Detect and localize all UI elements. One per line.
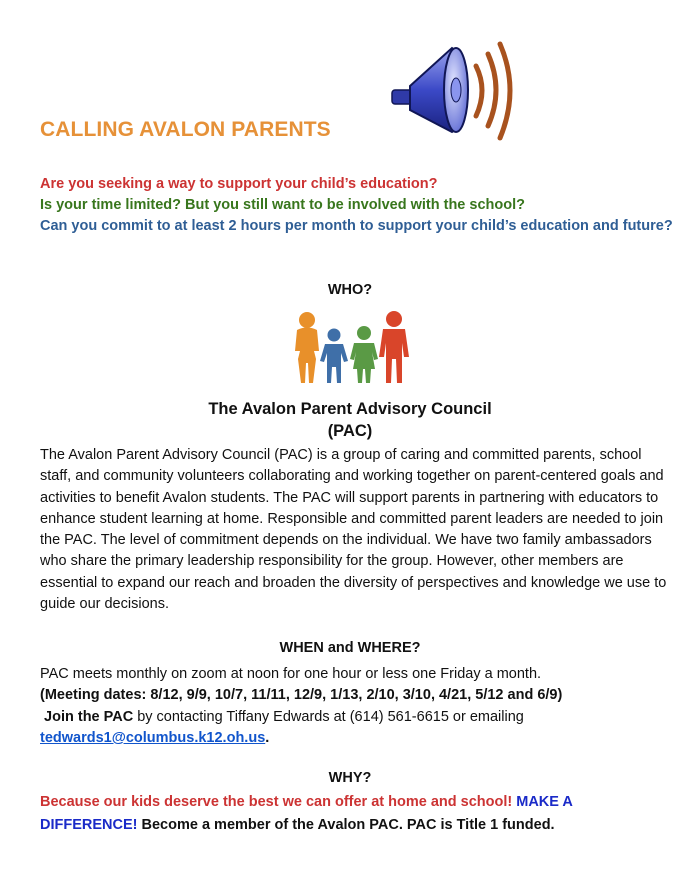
org-name	[0, 398, 700, 442]
family-people-icon	[292, 311, 414, 383]
meeting-schedule: PAC meets monthly on zoom at noon for one hour or less one Friday a month.	[40, 666, 542, 682]
why-make-difference: MAKE A DIFFERENCE!	[40, 794, 573, 833]
email-period: .	[265, 730, 270, 746]
email-line	[40, 728, 269, 749]
megaphone-icon	[384, 40, 524, 144]
why-heading: WHY?	[328, 770, 372, 786]
when-where-heading: WHEN and WHERE?	[279, 640, 421, 656]
question-support-education: Are you seeking a way to support your child’s education?	[40, 176, 438, 192]
question-commit-hours: Can you commit to at least 2 hours per month to support your child’s education and future?	[40, 218, 673, 234]
org-name-line1: The Avalon Parent Advisory Council	[208, 400, 492, 418]
why-statement	[40, 791, 650, 837]
page-title: CALLING AVALON PARENTS	[40, 118, 331, 141]
why-closing: Become a member of the Avalon PAC. PAC is Title 1 funded.	[141, 817, 555, 833]
email-link[interactable]: tedwards1@columbus.k12.oh.us	[40, 730, 266, 746]
question-time-limited: Is your time limited? But you still want to be involved with the school?	[40, 197, 525, 213]
join-bold: Join the PAC	[44, 709, 134, 725]
pac-description: The Avalon Parent Advisory Council (PAC) is a group of caring and committed parents, school staff, and community volunteers collaborating and working together on parent-centered goals and activities to benefit Avalon students. The PAC will support parents in partnering with educators to enhance student learning at home. Responsible and committed parent leaders are needed to join the PAC. The level of commitment depends on the individual. We have two family ambassadors who share the primary leadership responsibility for the group. However, other members are essential to expand our reach and broaden the diversity of perspectives and knowledge we use to guide our decisions.	[40, 447, 667, 613]
join-info	[40, 707, 524, 728]
join-text: by contacting Tiffany Edwards at (614) 561-6615 or emailing	[133, 709, 524, 725]
meeting-dates: (Meeting dates: 8/12, 9/9, 10/7, 11/11, 12/9, 1/13, 2/10, 3/10, 4/21, 5/12 and 6/9)	[40, 687, 563, 703]
why-red-text: Because our kids deserve the best we can offer at home and school!	[40, 794, 513, 810]
org-name-line2: (PAC)	[327, 422, 373, 440]
who-heading: WHO?	[327, 282, 373, 298]
